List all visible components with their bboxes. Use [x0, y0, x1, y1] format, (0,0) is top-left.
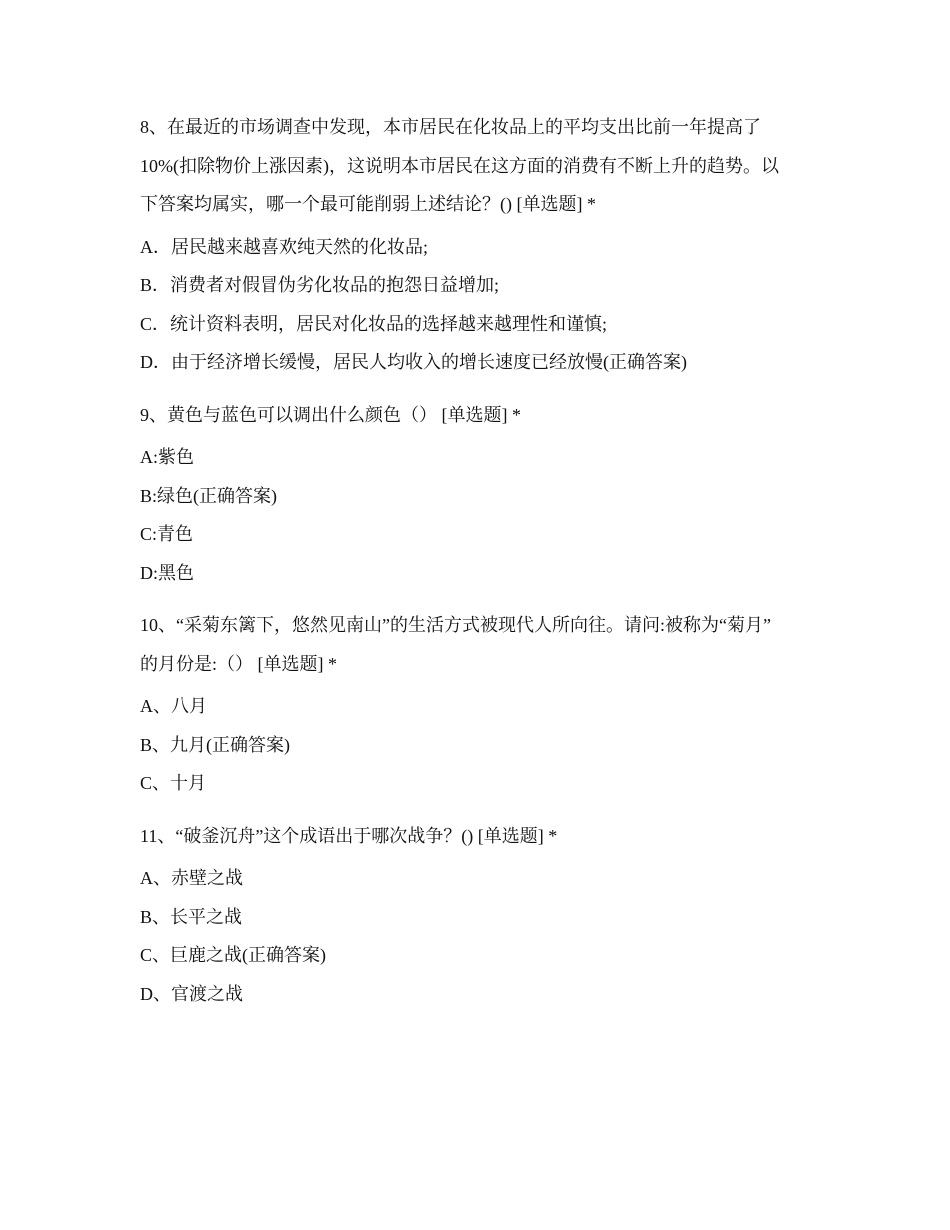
option-b: B:绿色(正确答案)	[140, 485, 277, 506]
option-a: A、八月	[140, 696, 207, 716]
option-c: C:青色	[140, 524, 194, 544]
option-a: A:紫色	[140, 447, 194, 467]
question-8	[140, 108, 820, 382]
question-title-line: 11、“破釜沉舟”这个成语出于哪次战争？() [单选题] *	[140, 825, 558, 846]
question-title	[140, 817, 820, 856]
option-a: A、赤壁之战	[140, 868, 243, 888]
spacer	[140, 592, 820, 606]
question-title	[140, 108, 820, 224]
question-title	[140, 396, 820, 435]
option-d: D．由于经济增长缓慢，居民人均收入的增长速度已经放慢(正确答案)	[140, 352, 687, 372]
option-b: B、长平之战	[140, 906, 243, 927]
question-9	[140, 396, 820, 593]
spacer	[140, 382, 820, 396]
question-title-line: 10、“采菊东篱下，悠然见南山”的生活方式被现代人所向往。请问:被称为“菊月”	[140, 615, 771, 635]
question-title-line: 9、黄色与蓝色可以调出什么颜色（） [单选题] *	[140, 404, 521, 425]
question-10	[140, 606, 820, 803]
option-d: D、官渡之战	[140, 983, 243, 1004]
option-c: C、巨鹿之战(正确答案)	[140, 945, 326, 965]
spacer	[140, 803, 820, 817]
question-title-line: 10%(扣除物价上涨因素)，这说明本市居民在这方面的消费有不断上升的趋势。以	[140, 155, 779, 176]
document-page	[140, 108, 820, 1013]
option-b: B、九月(正确答案)	[140, 734, 290, 755]
option-c: C．统计资料表明，居民对化妆品的选择越来越理性和谨慎;	[140, 313, 608, 334]
question-title-line: 下答案均属实，哪一个最可能削弱上述结论？() [单选题] *	[140, 194, 596, 214]
question-11	[140, 817, 820, 1014]
option-c: C、十月	[140, 773, 207, 793]
question-title-line: 的月份是:（） [单选题] *	[140, 653, 337, 674]
question-title	[140, 606, 820, 683]
option-d: D:黑色	[140, 562, 194, 583]
option-a: A．居民越来越喜欢纯天然的化妆品;	[140, 236, 428, 257]
option-b: B．消费者对假冒伪劣化妆品的抱怨日益增加;	[140, 275, 500, 295]
question-title-line: 8、在最近的市场调查中发现，本市居民在化妆品上的平均支出比前一年提高了	[140, 117, 761, 137]
